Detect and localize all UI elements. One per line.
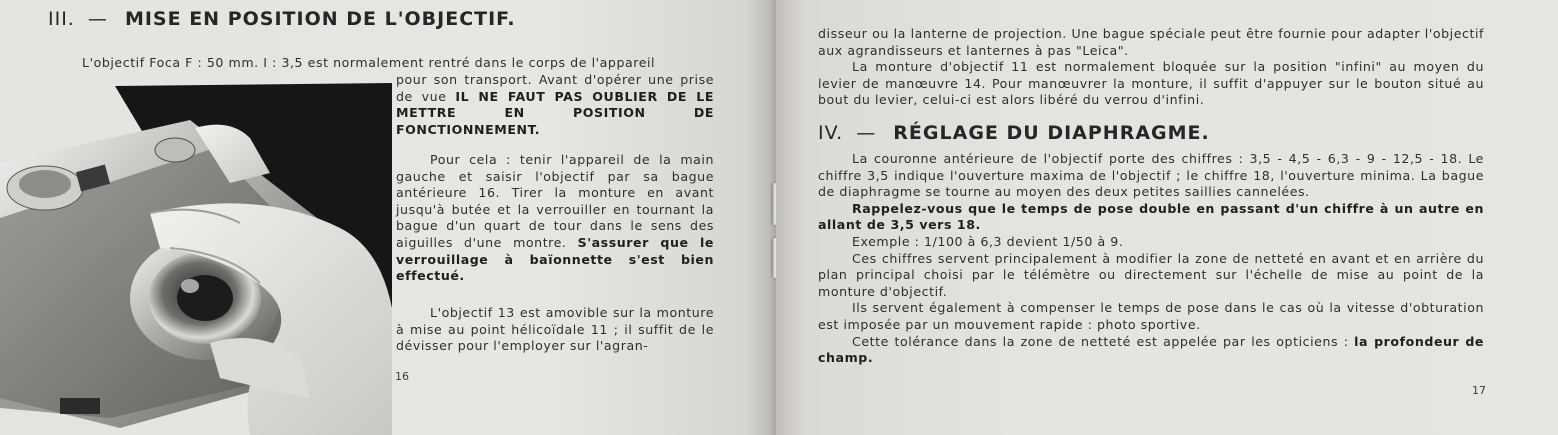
section-number: III. bbox=[48, 8, 75, 30]
chiffres-text: Ces chiffres servent principalement à modifier la zone de netteté en avant et en arrière du plan principal choisi par le télémètre ou directement sur l'échelle de mise au point de la monture d'objectif. bbox=[818, 250, 1484, 299]
tolerance-text: Cette tolérance dans la zone de netteté est appelée par les opticiens : bbox=[852, 333, 1355, 349]
section-number: IV. bbox=[818, 122, 844, 144]
paragraph-amovible bbox=[396, 305, 714, 355]
procedure-text: Pour cela : tenir l'appareil de la main gauche et saisir l'objectif par sa bague antérieure 16. Tirer la monture en avant jusqu'à butée et la verrouiller en tournant la bague d'un quart de tour dans le sens des aiguilles d'une montre. bbox=[396, 152, 714, 250]
paragraph-continuation bbox=[818, 26, 1484, 109]
exemple-text: Exemple : 1/100 à 6,3 devient 1/50 à 9. bbox=[852, 233, 1124, 249]
section-heading-iii bbox=[48, 8, 516, 30]
paragraph-diaphragm bbox=[818, 151, 1484, 367]
rappel-bold: Rappelez-vous que le temps de pose double en passant d'un chiffre à un autre en allant de 3,5 vers 18. bbox=[818, 200, 1484, 233]
heading-dash: — bbox=[87, 8, 108, 30]
heading-dash: — bbox=[856, 122, 877, 144]
page-number-left: 16 bbox=[395, 370, 409, 383]
section-title: RÉGLAGE DU DIAPHRAGME. bbox=[893, 122, 1210, 144]
intro-line bbox=[82, 55, 722, 72]
transport-text: pour son transport. Avant d'opérer une prise de vue bbox=[396, 72, 714, 104]
left-page bbox=[0, 0, 776, 435]
ils-text: Ils servent également à compenser le temps de pose dans le cas où la vitesse d'obturation est imposée par un mouvement rapide : photo sportive. bbox=[818, 300, 1484, 332]
monture-text: La monture d'objectif 11 est normalement bloquée sur la position "infini" au moyen du levier de manœuvre 14. Pour manœuvrer la monture, il suffit d'appuyer sur le bouton situé au bout du levier, celui-ci est alors libéré du verrou d'infini. bbox=[818, 59, 1484, 108]
page-number-right: 17 bbox=[1472, 384, 1486, 397]
intro-text: L'objectif Foca F : 50 mm. I : 3,5 est normalement rentré dans le corps de l'appareil bbox=[82, 55, 656, 70]
continuation-text: disseur ou la lanterne de projection. Une bague spéciale peut être fournie pour adapter l'objectif aux agrandisseurs et lanternes à pas "Leica". bbox=[818, 26, 1484, 58]
couronne-text: La couronne antérieure de l'objectif porte des chiffres : 3,5 - 4,5 - 6,3 - 9 - 12,5 - 18. Le chiffre 3,5 indique l'ouverture maxima de l'objectif ; le chiffre 18, l'ouverture minima. La bague de diaphragme se tourne au moyen des deux petites saillies cannelées. bbox=[818, 151, 1484, 200]
warning-bold: IL NE FAUT PAS OUBLIER DE LE METTRE EN POSITION DE FONCTIONNEMENT. bbox=[396, 88, 714, 137]
camera-photo bbox=[0, 78, 392, 435]
bayonet-bold: S'assurer que le verrouillage à baïonnette s'est bien effectué. bbox=[396, 234, 714, 284]
section-heading-iv bbox=[818, 122, 1210, 144]
right-page bbox=[776, 0, 1558, 435]
paragraph-transport bbox=[396, 72, 714, 138]
section-title: MISE EN POSITION DE L'OBJECTIF. bbox=[124, 8, 516, 30]
paragraph-procedure bbox=[396, 152, 714, 285]
amovible-text: L'objectif 13 est amovible sur la monture à mise au point hélicoïdale 11 ; il suffit de le dévisser pour l'employer sur l'agran- bbox=[396, 305, 714, 354]
profondeur-bold: la profondeur de champ. bbox=[818, 333, 1484, 366]
